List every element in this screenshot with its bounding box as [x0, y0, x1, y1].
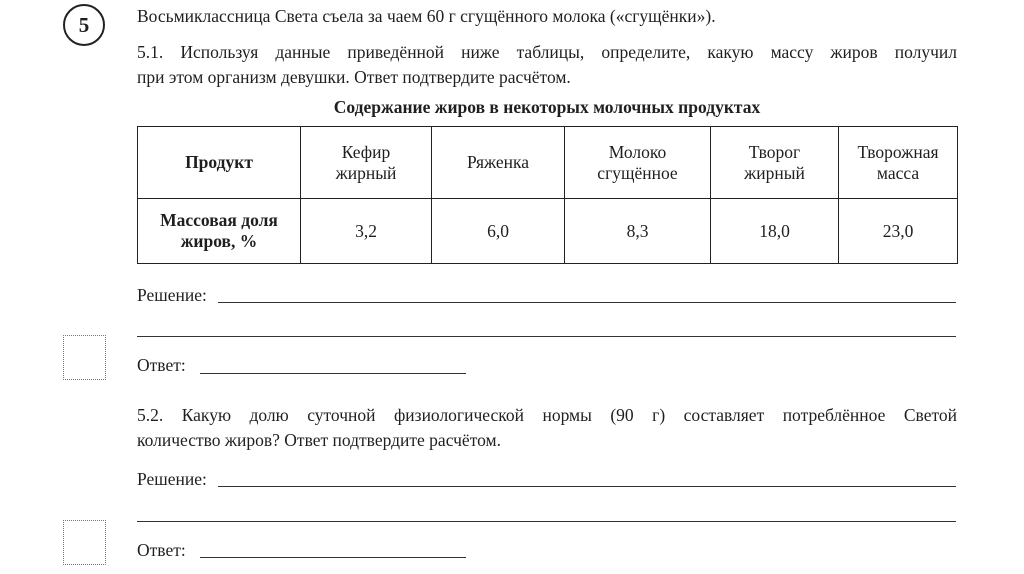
answer-line-2[interactable]: [200, 557, 466, 558]
fat-value-cell: 6,0: [432, 199, 565, 264]
product-cell: Молоко сгущённое: [565, 127, 711, 199]
solution-label-1: Решение:: [137, 285, 207, 305]
question-5-2-line2: количество жиров? Ответ подтвердите расчётом.: [137, 430, 501, 450]
fat-value-cell: 23,0: [839, 199, 958, 264]
table-header-product: Продукт: [138, 127, 301, 199]
fat-value-cell: 8,3: [565, 199, 711, 264]
answer-label-1: Ответ:: [137, 355, 186, 375]
solution-line-1a[interactable]: [218, 302, 956, 303]
product-cell: Ряженка: [432, 127, 565, 199]
product-cell: Кефир жирный: [301, 127, 432, 199]
task-number-badge: 5: [63, 4, 105, 46]
question-5-1-line1: 5.1. Используя данные приведённой ниже таблицы, определите, какую массу жиров получил: [137, 42, 957, 62]
product-cell: Творожная масса: [839, 127, 958, 199]
table-row-fat: [138, 199, 958, 264]
table-row-products: [138, 127, 958, 199]
fat-value-cell: 3,2: [301, 199, 432, 264]
solution-label-2: Решение:: [137, 469, 207, 489]
question-5-2-line1: 5.2. Какую долю суточной физиологической нормы (90 г) составляет потреблённое Светой: [137, 405, 957, 425]
fat-content-table: [137, 126, 958, 264]
answer-line-1[interactable]: [200, 373, 466, 374]
fat-value-cell: 18,0: [711, 199, 839, 264]
score-box-1[interactable]: [63, 335, 106, 380]
solution-line-2b[interactable]: [137, 521, 956, 522]
question-5-1-line2: при этом организм девушки. Ответ подтвердите расчётом.: [137, 67, 571, 87]
solution-line-2a[interactable]: [218, 486, 956, 487]
answer-label-2: Ответ:: [137, 540, 186, 560]
product-cell: Творог жирный: [711, 127, 839, 199]
score-box-2[interactable]: [63, 520, 106, 565]
solution-line-1b[interactable]: [137, 336, 956, 337]
task-intro: Восьмиклассница Света съела за чаем 60 г сгущённого молока («сгущёнки»).: [137, 6, 716, 26]
table-header-fat: Массовая доля жиров, %: [138, 199, 301, 264]
table-title: Содержание жиров в некоторых молочных продуктах: [333, 97, 761, 117]
